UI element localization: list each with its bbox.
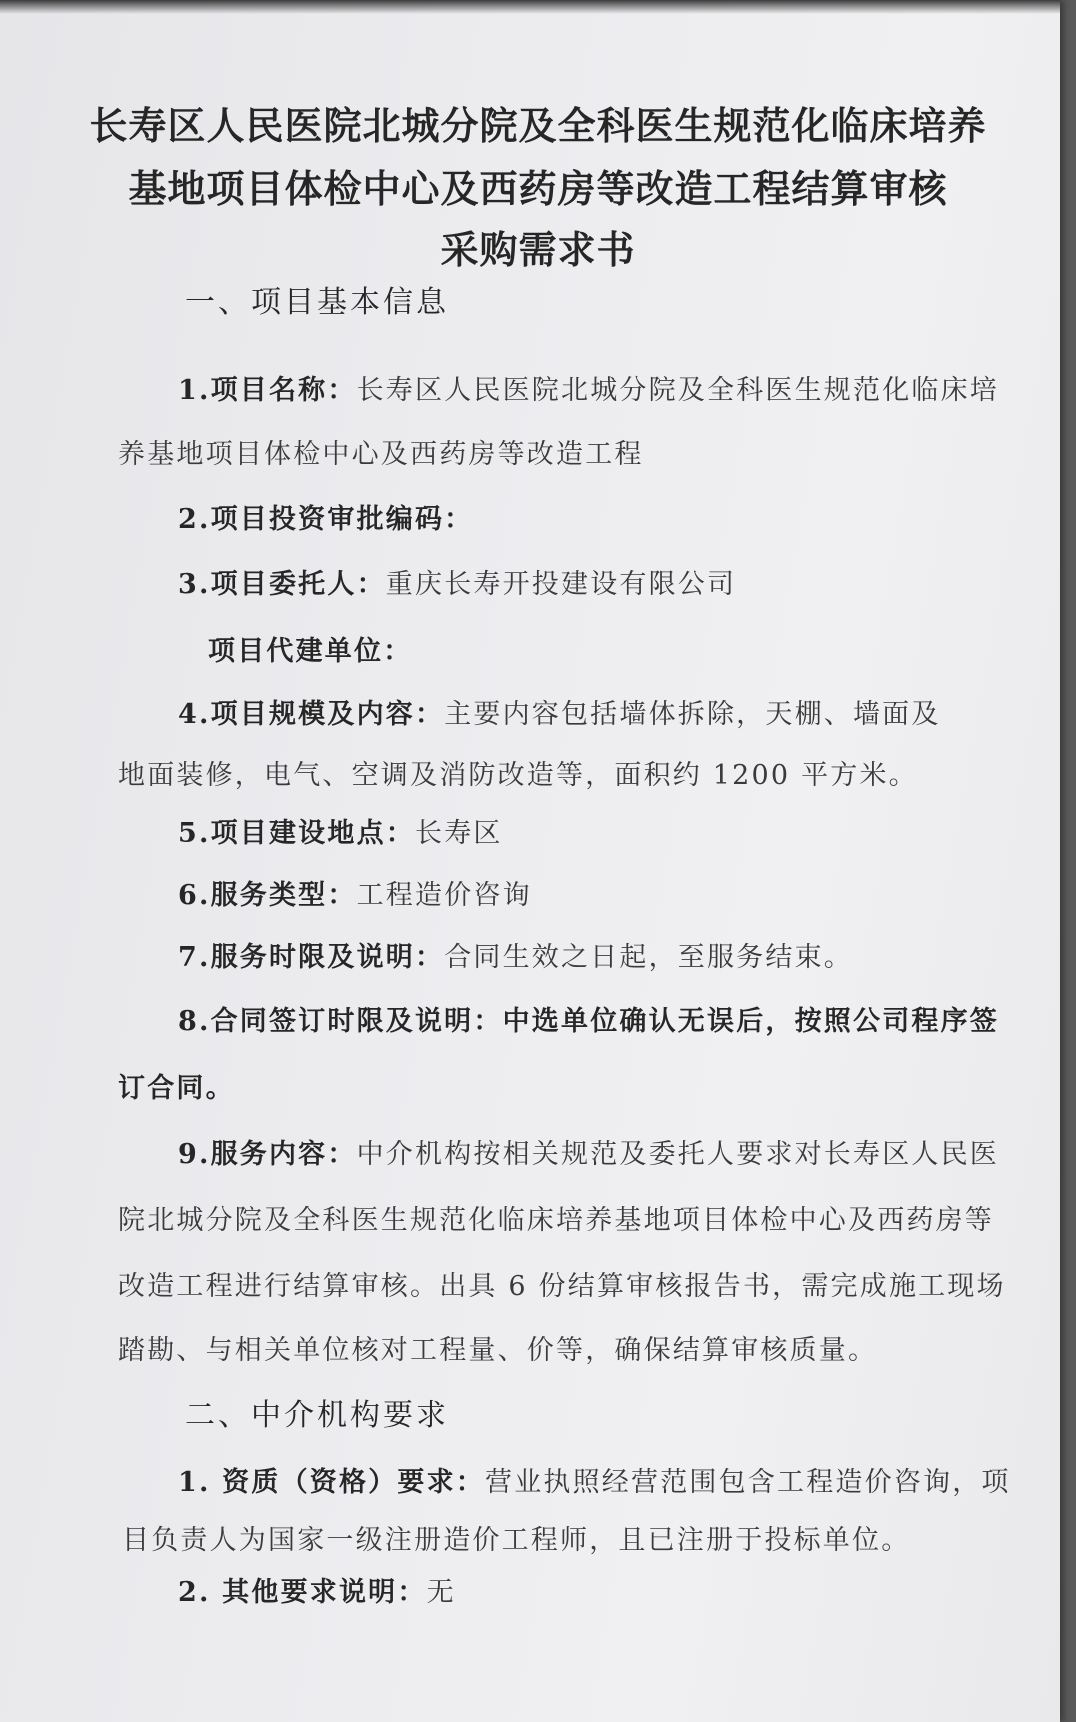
item-label: 1. 资质（资格）要求： [178, 1467, 485, 1498]
item-qualification-cont: 目负责人为国家一级注册造价工程师，且已注册于投标单位。 [122, 1525, 911, 1556]
item-label: 2.项目投资审批编码： [178, 504, 474, 535]
item-client [178, 562, 736, 601]
item-value: 长寿区 [415, 818, 503, 849]
item-scale-content-cont: 地面装修，电气、空调及消防改造等，面积约 1200 平方米。 [118, 760, 918, 791]
title-line-3: 采购需求书 [440, 227, 636, 272]
item-service-content-cont-2: 改造工程进行结算审核。出具 6 份结算审核报告书，需完成施工现场 [118, 1271, 1006, 1302]
item-label: 4.项目规模及内容： [178, 699, 445, 730]
title-line-1: 长寿区人民医院北城分院及全科医生规范化临床培养 [89, 103, 987, 148]
item-service-content-cont-1: 院北城分院及全科医生规范化临床培养基地项目体检中心及西药房等 [118, 1205, 994, 1236]
item-value: 长寿区人民医院北城分院及全科医生规范化临床培 [356, 375, 999, 406]
item-label: 3.项目委托人： [178, 569, 386, 600]
item-project-name-cont: 养基地项目体检中心及西药房等改造工程 [118, 439, 644, 470]
item-project-name [178, 368, 999, 407]
item-agent-unit [208, 629, 412, 668]
item-location [178, 811, 503, 850]
page-top-shadow [0, 0, 1060, 14]
section-heading-agency-requirements: 二、中介机构要求 [185, 1398, 449, 1433]
item-value: 重庆长寿开投建设有限公司 [385, 569, 737, 600]
item-contract-signing-cont: 订合同。 [118, 1073, 235, 1104]
item-service-content-cont-3: 踏勘、与相关单位核对工程量、价等，确保结算审核质量。 [118, 1335, 878, 1366]
item-value: 中介机构按相关规范及委托人要求对长寿区人民医 [356, 1139, 999, 1170]
item-label: 2. 其他要求说明： [178, 1577, 427, 1608]
item-qualification [178, 1460, 1011, 1499]
item-label: 6.服务类型： [178, 880, 357, 911]
item-service-content [178, 1132, 999, 1171]
item-label: 5.项目建设地点： [178, 818, 415, 849]
item-other-requirements [178, 1570, 456, 1609]
item-scale-content [178, 692, 941, 731]
item-approval-code [178, 497, 473, 536]
item-value: 主要内容包括墙体拆除，天棚、墙面及 [444, 699, 941, 730]
title-line-2: 基地项目体检中心及西药房等改造工程结算审核 [128, 166, 948, 211]
item-value: 无 [426, 1577, 456, 1608]
item-value: 营业执照经营范围包含工程造价咨询，项 [485, 1467, 1011, 1498]
item-label: 7.服务时限及说明： [178, 942, 445, 973]
item-value: 工程造价咨询 [356, 880, 532, 911]
item-label: 项目代建单位： [208, 636, 413, 667]
item-label: 1.项目名称： [178, 375, 357, 406]
item-label: 8.合同签订时限及说明： [178, 1006, 503, 1037]
item-contract-signing [178, 999, 999, 1038]
item-service-period [178, 935, 853, 974]
item-value: 合同生效之日起，至服务结束。 [444, 942, 853, 973]
item-label: 9.服务内容： [178, 1139, 357, 1170]
item-service-type [178, 873, 532, 912]
item-value: 中选单位确认无误后，按照公司程序签 [502, 1006, 999, 1037]
section-heading-basic-info: 一、项目基本信息 [185, 285, 449, 320]
